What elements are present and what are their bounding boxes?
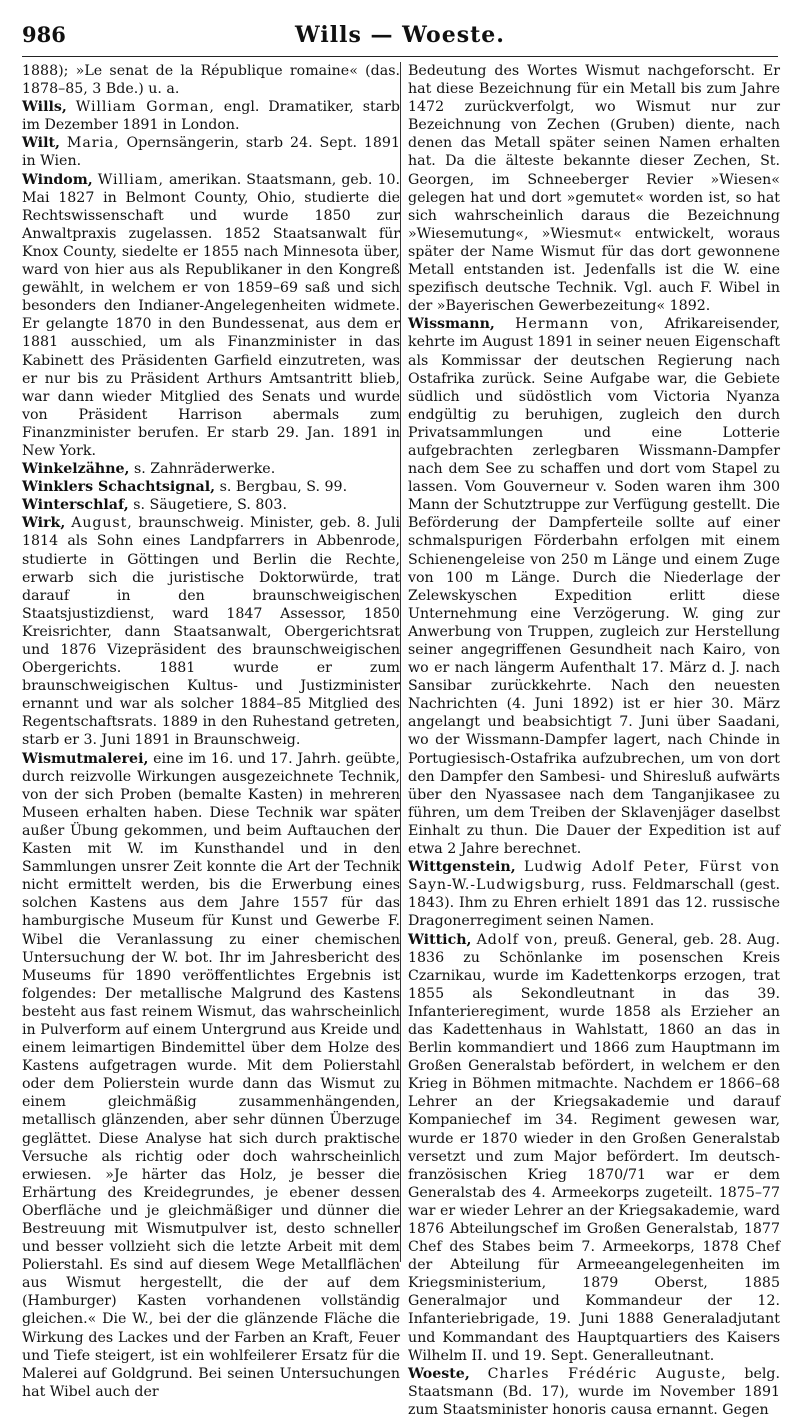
entry-wirk: [22, 514, 400, 749]
person-name: Hermann von,: [515, 316, 645, 333]
headword: Wittgenstein,: [408, 859, 516, 876]
headword: Wismutmalerei,: [22, 750, 149, 767]
entry-text: Opernsängerin, starb 24. Sept. 1891 in Wien.: [22, 135, 400, 170]
entry-text: engl. Dramatiker, starb im Dezember 1891 in London.: [22, 99, 401, 134]
headword: Winklers Schachtsignal,: [22, 479, 216, 496]
running-head: Wills — Woeste.: [295, 22, 505, 48]
headword: Wirk,: [22, 515, 66, 532]
headword: Winkelzähne,: [22, 461, 130, 478]
entry-wilt: [22, 134, 400, 170]
entry-winterschlaf: [22, 496, 400, 514]
headword: Windom,: [22, 171, 93, 188]
person-name: August,: [71, 515, 133, 532]
entry-text: preuß. General, geb. 28. Aug. 1836 zu Schönlanke im posenschen Kreis Czarnikau, wurde im Kadettenkorps erzogen, trat 1855 als Sekondleutnant in das 39. Infanterieregiment, wurde 1858 als Erzieher an das Kadettenhaus in Wahlstatt, 1860 an das in Berlin kommandiert und 1866 zum Hauptmann im Großen Generalstab befördert, in welchem er den Krieg in Böhmen mitmachte. Nachdem er 1866–68 Lehrer an der Kriegsakademie und darauf Kompaniechef im 34. Regiment gewesen war, wurde er 1870 wieder in den Großen Generalstab versetzt und zum Major befördert. Im deutsch-französischen Krieg 1870/71 war er dem Generalstab des 4. Armeekorps zugeteilt. 1875–77 war er wieder Lehrer an der Kriegsakademie, ward 1876 Abteilungschef im Großen Generalstab, 1877 Chef des Stabes beim 7. Armeekorps, 1878 Chef der Abteilung für Armeeangelegenheiten im Kriegsministerium, 1879 Oberst, 1885 Generalmajor und Kommandeur der 12. Infanteriebrigade, 19. Juni 1888 Generaladjutant und Kommandant des Hauptquartiers des Kaisers Wilhelm II. und 19. Sept. Generalleutnant.: [408, 931, 781, 1364]
left-column: [22, 62, 401, 1400]
column-divider: [400, 62, 401, 1262]
page-number: 986: [22, 22, 66, 47]
entry-winklers-schachtsignal: [22, 478, 400, 496]
entry-wissmann: [408, 315, 780, 858]
person-name: William,: [97, 171, 164, 188]
entry-text: s. Säugetiere, S. 803.: [133, 497, 287, 514]
person-name: Adolf von,: [476, 931, 559, 948]
entry-wittgenstein: [408, 858, 780, 930]
person-name: William Gorman,: [75, 99, 215, 116]
entry-woeste: [408, 1365, 780, 1419]
person-name: Ludwig Adolf Peter, Fürst von Sayn-W.-Ludwigsburg,: [408, 859, 780, 894]
headword: Wills,: [22, 99, 67, 116]
entry-text: s. Bergbau, S. 99.: [219, 479, 348, 496]
entry-continuation: 1888); »Le senat de la République romaine« (das. 1878–85, 3 Bde.) u. a.: [22, 63, 400, 98]
entry-wills: [22, 98, 400, 134]
entry-text: Afrikareisender, kehrte im August 1891 in seiner neuen Eigenschaft als Kommissar der deutschen Regierung nach Ostafrika zurück. Seine Aufgabe war, die Gebiete südlich und südöstlich vom Victoria Nyanza endgültig zu beruhigen, zugleich den durch Privatsammlungen und eine Lotterie aufgebrachten zerlegbaren Wissmann-Dampfer nach dem See zu schaffen und dort vom Stapel zu lassen. Vom Gouverneur v. Soden waren ihm 300 Mann der Schutztruppe zur Verfügung gestellt. Die Beförderung der Dampferteile sollte auf einer schmalspurigen Förderbahn erfolgen mit einem Schienengeleise von 250 m Länge und einem Zuge von 100 m Länge. Durch die Niederlage der Zelewskyschen Expedition erlitt diese Unternehmung eine Verzögerung. W. ging zur Anwerbung von Truppen, zugleich zur Herstellung seiner angegriffenen Gesundheit nach Kairo, von wo er nach längerm Aufenthalt 17. März d. J. nach Sansibar zurückkehrte. Nach den neuesten Nachrichten (4. Juni 1892) ist er hier 30. März angelangt und beabsichtigt 7. Juni über Saadani, wo der Wissmann-Dampfer lagert, nach Chinde in Portugiesisch-Ostafrika aufzubrechen, um von dort den Dampfer den Sambesi- und Shiresluß aufwärts über den Nyassasee nach dem Tanganjikasee zu führen, um dem Treiben der Sklavenjäger daselbst Einhalt zu thun. Die Dauer der Expedition ist auf etwa 2 Jahre berechnet.: [408, 316, 780, 858]
headword: Woeste,: [408, 1365, 470, 1382]
person-name: Charles Frédéric Auguste,: [487, 1365, 727, 1382]
right-column: [408, 62, 781, 1418]
entry-text: amerikan. Staatsmann, geb. 10. Mai 1827 in Belmont County, Ohio, studierte die Rechtswissenschaft und wurde 1850 zur Anwaltpraxis zugelassen. 1852 Staatsanwalt für Knox County, siedelte er 1855 nach Minnesota über, ward von hier aus als Republikaner in den Kongreß gewählt, in welchem er von 1859–69 saß und sich besonders den Indianer-Angelegenheiten widmete. Er gelangte 1870 in den Bundessenat, aus dem er 1881 ausschied, um als Finanzminister in das Kabinett des Präsidenten Garfield einzutreten, was er nur bis zu Präsident Arthurs Amtsantritt blieb, war dann wieder Mitglied des Senats und wurde von Präsident Harrison abermals zum Finanzminister berufen. Er starb 29. Jan. 1891 in New York.: [22, 171, 401, 459]
entry-wittich: [408, 931, 780, 1365]
entry-text: russ. Feldmarschall (gest. 1843). Ihm zu Ehren erhielt 1891 das 12. russische Dragonerregiment seinen Namen.: [408, 877, 780, 930]
headword: Winterschlaf,: [22, 497, 129, 514]
page-header: [22, 22, 778, 57]
entry-winkelzaehne: [22, 460, 400, 478]
entry-wismutmalerei: [22, 750, 400, 1401]
headword: Wilt,: [22, 135, 60, 152]
entry-text: eine im 16. und 17. Jahrh. geübte, durch reizvolle Wirkungen ausgezeichnete Technik, von der sich Proben (bemalte Kasten) in mehreren Museen erhalten haben. Diese Technik war später außer Übung gekommen, und beim Auftauchen der Kasten mit W. im Kunsthandel und in den Sammlungen unsrer Zeit konnte die Art der Technik nicht ermittelt werden, bis die Erwerbung eines solchen Kastens aus dem Jahre 1557 für das hamburgische Museum für Kunst und Gewerbe F. Wibel die Veranlassung zu einer chemischen Untersuchung der W. bot. Ihr im Jahresbericht des Museums für 1890 veröffentlichtes Ergebnis ist folgendes: Der metallische Malgrund des Kastens besteht aus fast reinem Wismut, das wahrscheinlich in Pulverform auf einem Untergrund aus Kreide und einem leimartigen Bindemittel über dem Holze des Kastens aufgetragen wurde. Mit dem Polierstahl oder dem Polierstein wurde dann das Wismut zu einem gleichmäßig zusammenhängenden, metallisch glänzenden, aber sehr dünnen Überzuge geglättet. Diese Analyse hat sich durch praktische Versuche als richtig oder doch wahrscheinlich erwiesen. »Je härter das Holz, je besser die Erhärtung des Kreidegrundes, je ebener dessen Oberfläche und je gleichmäßiger und dünner die Bestreuung mit Wismutpulver ist, desto schneller und besser vollzieht sich die letzte Arbeit mit dem Polierstahl. Es sind auf diesem Wege Metallflächen aus Wismut hergestellt, die der auf dem (Hamburger) Kasten vorhandenen vollständig gleichen.« Die W., bei der die glänzende Fläche die Wirkung des Lackes und der Farben an Kraft, Feuer und Tiefe steigert, ist ein wohlfeilerer Ersatz für die Malerei auf Goldgrund. Bei seinen Untersuchungen hat Wibel auch der: [22, 750, 400, 1400]
entry-text: braunschweig. Minister, geb. 8. Juli 1814 als Sohn eines Landpfarrers in Abbenrode, studierte in Göttingen und Berlin die Rechte, erwarb sich die juristische Doktorwürde, trat darauf in den braunschweigischen Staatsjustizdienst, ward 1847 Assessor, 1850 Kreisrichter, dann Staatsanwalt, Obergerichtsrat und 1876 Vizepräsident des braunschweigischen Obergerichts. 1881 wurde er zum braunschweigischen Kultus- und Justizminister ernannt und war als solcher 1884–85 Mitglied des Regentschaftsrats. 1889 in den Ruhestand getreten, starb er 3. Juni 1891 in Braunschweig.: [22, 515, 401, 749]
entry-text: Bedeutung des Wortes Wismut nachgeforscht. Er hat diese Bezeichnung für ein Metall bis zum Jahre 1472 zurückverfolgt, wo Wismut nur zur Bezeichnung von Zechen (Gruben) diente, nach denen das Metall später seinen Namen erhalten hat. Da die älteste bekannte dieser Zechen, St. Georgen, im Schneeberger Revier »Wiesen« gelegen hat und dort »gemutet« worden ist, so hat sich wahrscheinlich daraus die Bezeichnung »Wiesemutung«, »Wiesmut« entwickelt, woraus später der Name Wismut für das dort gewonnene Metall entstanden ist. Jedenfalls ist die W. eine spezifisch deutsche Technik. Vgl. auch F. Wibel in der »Bayerischen Gewerbezeitung« 1892.: [408, 63, 780, 315]
entry-text: belg. Staatsmann (Bd. 17), wurde im November 1891 zum Staatsminister honoris causa ernannt. Gegen: [408, 1365, 781, 1418]
person-name: Maria,: [66, 135, 120, 152]
entry-text: s. Zahnräderwerke.: [134, 461, 276, 478]
headword: Wissmann,: [408, 316, 495, 333]
headword: Wittich,: [408, 931, 472, 948]
entry-continuation: [408, 62, 780, 315]
entry-windom: [22, 171, 400, 461]
